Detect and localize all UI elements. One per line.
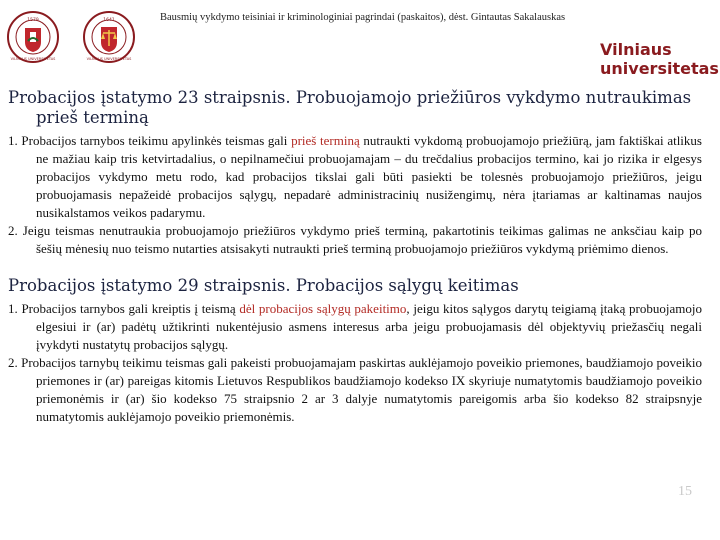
section1-title [8,88,702,128]
section2-paragraph-1 [8,300,702,354]
s2p1-highlight: dėl probacijos sąlygų pakeitimo [239,301,407,316]
section1-title-line1: Probacijos įstatymo 23 straipsnis. Probuojamojo priežiūros vykdymo nutraukimas [8,88,692,107]
logo1-year: 1579 [27,18,39,23]
section1-paragraph-1 [8,132,702,222]
section2 [8,276,702,426]
s1p1-before: 1. Probacijos tarnybos teikimu apylinkės teismas gali [8,133,292,148]
brand-line-1: Vilniaus [600,40,672,59]
logo2-year: 1641 [103,18,115,23]
logo2-text: VILNIAUS UNIVERSITETAS [86,57,132,61]
s2p1-before: 1. Probacijos tarnybos gali kreiptis į teismą [8,301,240,316]
s1p1-highlight: prieš terminą [291,133,360,148]
brand-line-2: universitetas [600,59,719,78]
section2-title: Probacijos įstatymo 29 straipsnis. Probacijos sąlygų keitimas [8,276,519,295]
law-faculty-seal-logo [82,8,136,70]
slide-content [8,88,702,426]
course-header-text: Bausmių vykdymo teisiniai ir kriminologiniai pagrindai (paskaitos), dėst. Gintautas Sakalauskas [160,12,566,23]
page-number: 15 [678,484,692,499]
section2-paragraph-2: 2. Probacijos tarnybų teikimu teismas gali pakeisti probuojamajam paskirtas auklėjamojo poveikio priemones, baudžiamojo poveikio priemones ir (ar) pareigas kitomis Lietuvos Respublikos baudžiamojo kodekso IX skyriuje numatytomis baudžiamojo poveikio priemonėmis ir (ar) šio kodekso 75 straipsnio 2 ar 3 dalyje numatytomis pareigomis arba šio kodekso 82 straipsnyje numatytomis auklėjamojo poveikio priemonėmis. [8,355,702,424]
vilnius-university-wordmark [600,40,719,78]
s2p1-after: , jeigu kitos sąlygos darytų teigiamą įtaką probuojamojo elgesiui ir (ar) padėtų užtikrinti nukentėjusio asmens interesus arba jeigu probuojamasis dėl objektyvių priežasčių negali įvykdyti nustatytų probacijos sąlygų. [36,301,702,352]
logo1-text: VILNIAUS UNIVERSITETAS [10,57,56,61]
s1p1-after: nutraukti vykdomą probuojamojo priežiūrą, jam faktiškai atlikus ne mažiau kaip tris ketvirtadalius, o nepilnamečiui probuojamajam – du trečdalius probacijos termino, kai jo rizika ir elgesys probacijos vykdymo metu rodo, kad probacijos tikslai gali būti pasiekti be tolesnės probuojamojo priežiūros, jeigu probuojamasis nepažeidė probacijos sąlygų, nepadarė administracinių nusižengimų, nėra įtariamas ar kaltinamas naujos nusikalstamos veikos padarymu. [36,133,702,220]
section1-paragraph-2: 2. Jeigu teismas nenutraukia probuojamojo priežiūros vykdymo prieš terminą, pakartotinis teikimas galimas ne anksčiau kaip po šešių mėnesių nuo teismo nutarties atsisakyti nutraukti prieš terminą probuojamojo priežiūros vykdymą priėmimo dienos. [8,223,702,256]
section1-title-line2: prieš terminą [36,108,149,127]
vilnius-university-seal-logo [6,8,60,70]
